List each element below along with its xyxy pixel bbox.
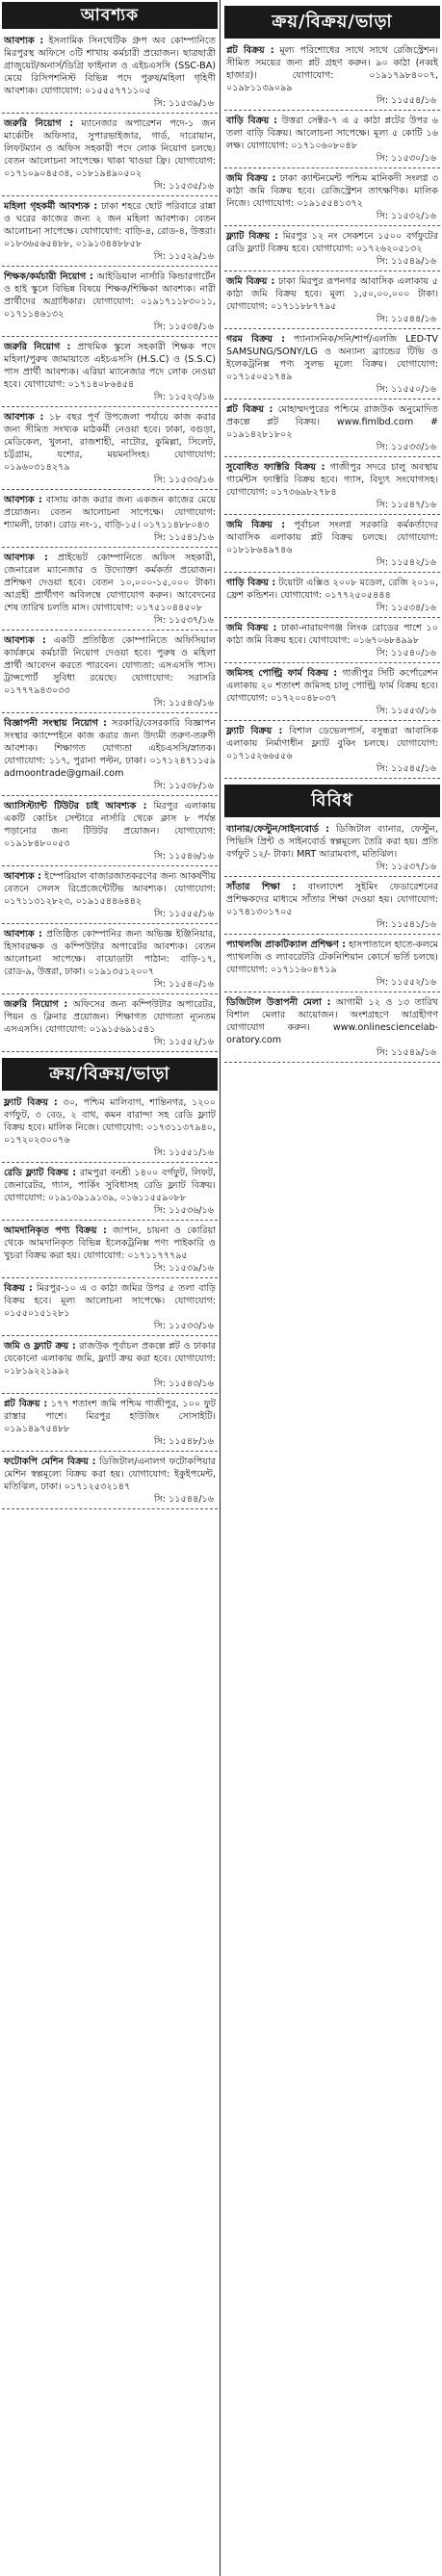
classified-ad [2,1095,218,1163]
ad-body: উত্তরা সেক্টর-৭ এ ৫ কাঠা প্লটের উপর ৬ তলা বাড়ি বিক্রয়। আলোচনা সাপেক্ষে। মূল্য ৫ কোটি ১৬ লক্ষ। যোগাযোগ: ০১৭১০৬০৮০৪৮ [226,116,438,151]
ad-text [224,42,440,95]
ad-body: ডিজিটাল/এনালগ ফটোকপিয়ার মেশিন স্বল্পমূল্যে বিক্রয় করা হয়। যোগাযোগ: ইকুইপমেন্ট, মতিঝিল, ঢাকা। ০১৭১২৫৩২১৪৭ [4,1456,216,1492]
ad-heading: জমি বিক্রয় : [226,276,275,287]
ad-body: পূর্বাচল সংলগ্ন সরকারি কর্মকর্তাদের আবাসিক এলাকায় প্লট বিক্রয় চলছে। যোগাযোগ: ০১৮১৮৬৪৯৭৪৬ [226,520,438,555]
ad-body: ৩০, পশ্চিম মালিবাগ, শান্তিনগর, ১২০০ বর্গফুট, ৩ বেড, ২ বাথ, কমন বারান্দা সহ রেডি ফ্ল্যাট বিক্রয় হবে। মালিক নিজে। যোগাযোগ: ০১৭৩১১৩৭৯৪০, ০১৭২০২৩০০৭৬ [4,1097,216,1146]
ad-body: প্রাইভেট কোম্পানিতে অফিস সহকারী, জেনারেল ম্যানেজার ও উদ্যোক্তা কর্মকর্তা প্রয়োজন। প্রশিক্ষণ দেওয়া হবে। বেতন ১০,০০০-১৫,০০০ টাকা। আগ্রহী প্রার্থীগণ অবিলম্বে যোগাযোগ করুন। আবেদনের শেষ তারিখ চলতি মাস। যোগাযোগ: ০১৭৫১০৪৪৫০৮ [4,553,216,613]
ad-text [2,996,218,1037]
classified-ad [2,632,218,713]
ad-reference-code: সি: ১১৫৪৬/১৬ [2,851,218,866]
ad-reference-code: সি: ১১৫৪৯/১৬ [224,256,440,271]
ad-heading: জরুরি নিয়োগ : [4,342,71,352]
ad-body: মোহাম্মদপুরের পশ্চিমে রাজউক অনুমোদিত প্রকল্পে প্লট বিক্রয়। www.fimlbd.com # ০১৯১৪২৮১৮০২ [226,404,438,440]
ad-body: গাজীপুর সিটি কর্পোরেশন এলাকায় ২০ শতাংশ জমিসহ চালু পোল্ট্রি ফার্ম বিক্রয় হবে। যোগাযোগ: ০১৭২০০৪৮০৩৭ [226,668,438,704]
ad-body: ঢাকা মিরপুর রূপনগর আবাসিক এলাকায় ৫ কাঠা জমি বিক্রয় হবে। মূল্য ১,৫০,০০,০০০ টাকা। যোগাযোগ: ০১৭১১৮৮৭৭৯৫ [226,276,438,312]
ad-heading: জরুরি নিয়োগ : [4,999,68,1010]
ad-reference-code: সি: ১১৫৪০/১৬ [2,979,218,994]
classified-ad [2,1396,218,1452]
ad-heading: আবশ্যক : [4,929,42,940]
ad-body: ম্যানেজার অপারেশন পদে-১ জন মার্কেটিং অফিসার, সুপারভাইজার, গার্ড, দারোয়ান, লিফটম্যান ও অফিস সহকারী পদে লোক নিয়োগ চলছে। বেতন আলোচনা সাপেক্ষে। থাকা খাওয়া ফ্রি। যোগাযোগ: ০১৭১০৯০৪৫৩৪, ০১৮১৯৪৯০৫০২ [4,118,216,179]
classified-ad [224,937,440,992]
ad-text [224,937,440,977]
classified-ad [2,116,218,196]
ad-text [224,228,440,256]
ad-text [2,926,218,979]
ad-body: আইডিয়াল নার্সারি কিন্ডারগার্টেন ও হাই স্কুলে বিভিন্ন বিষয়ে শিক্ষক/শিক্ষিকা আবশ্যক। নারী প্রার্থীদের অগ্রাধিকার। যোগাযোগ: ০১৯১৭১১৮৩০১১, ০১৭১১৪৬১৩২ [4,271,216,320]
ad-heading: জরুরি নিয়োগ : [4,118,74,129]
ad-text [2,269,218,322]
ad-heading: সাঁতার শিক্ষা : [226,882,297,892]
ad-body: হাসপাতালে হাতে-কলমে প্যাথলজি ও ল্যাবরেটরি টেকনিশিয়ান কোর্সে ভর্তি চলছে। যোগাযোগ: ০১৭১১৬০৪৭১৯ [226,940,438,975]
classified-ad [2,715,218,796]
ad-heading: ব্যানার/ফেস্টুন/সাইনবোর্ড : [226,824,329,835]
ad-body: প্রাথমিক স্কুলে সহকারী শিক্ষক পদে মহিলা/পুরুষ জামায়াতে এইচএসসি (H.S.C) ও (S.S.C) পাস প্রার্থী আবশ্যক। এরিয়া ম্যানেজার পদে লোক নেওয়া হবে। যোগাযোগ: ০১৭১৪০৮৬৪৫৪ [4,342,217,390]
ad-text [2,198,218,251]
classified-ad [2,198,218,267]
ad-heading: আবশ্যক : [4,635,46,646]
ad-body: একটি প্রতিষ্ঠিত কোম্পানিতে অফিসিয়াল কার্যক্রমে কর্মচারী নিয়োগ দেওয়া হবে। পুরুষ ও মহিলা প্রার্থী আবেদন করতে পারবেন। যোগ্যতা: এসএসসি পাস। ট্রান্সপোর্ট সুবিধা রয়েছে। যোগাযোগ: সরাসরি ০১৭৭৭৯৪৩০৩৩ [4,635,216,696]
classified-ad [2,492,218,548]
ad-text [2,1223,218,1263]
classified-ad [2,1165,218,1221]
ad-text [2,798,218,851]
ad-body: ইম্পেরিয়াল বাজারজাতকরণের জন্য আকর্ষণীয় বেতনে সেলস রিপ্রেজেন্টেটিভ আবশ্যক। যোগাযোগ: ০১৭১১৩১২৮২৩, ০১৯১৫৪৪৬৪৪২ [4,871,216,907]
section-header-misc: বিবিধ [224,785,440,817]
ad-body: ডিজিটাল ব্যানার, ফেস্টুন, পিভিসি প্রিন্ট ও সাইনবোর্ড স্বল্পমূল্যে তৈরি করা হয়। প্রতি বর্গফুট ১২/- টাকা। MRT আরামবাগ, মতিঝিল। [226,824,438,860]
ad-reference-code: সি: ১১৫৫২/১৬ [224,977,440,992]
ad-heading: শিক্ষক/কর্মচারী নিয়োগ : [4,271,94,282]
ad-reference-code: সি: ১১৫৪৩/১৬ [2,1378,218,1394]
ad-reference-code: সি: ১১৫৩৬/১৬ [2,1205,218,1221]
right-column [224,0,440,2576]
ad-heading: প্লট বিক্রয় : [226,45,274,56]
ad-text [2,1095,218,1147]
ad-reference-code: সি: ১১৫৩৩/১৬ [2,1321,218,1336]
ad-heading: আবশ্যক : [4,36,44,46]
ad-reference-code: সি: ১১৫৪৯/১৬ [224,1047,440,1063]
classified-ad [224,723,440,779]
ad-reference-code: সি: ১১৫৪৮/১৬ [2,1436,218,1452]
ad-reference-code: সি: ১১৫৩৯/১৬ [2,98,218,114]
ad-heading: বাড়ি বিক্রয় : [226,116,277,126]
ad-reference-code: সি: ১১৫৫৩/১৬ [224,706,440,721]
ad-body: টয়োটা এক্সিও ২০০৮ মডেল, রেজি ২০১০, ফ্রেশ কন্ডিশন। যোগাযোগ: ০১৭৭২৫০৫৪৪৪ [226,578,438,601]
ad-body: ইসলামিক সিনথেটিক গ্রুপ অব কোম্পানিতে মিরপুরস্থ অফিসে ৩টি শাখায় কর্মচারী প্রয়োজন। ছাত্রছাত্রী গ্রাজুয়েট/অনার্স/ডিগ্রি ফাইনাল ও এইচএসসি (SSC-BA) মেয়ে রিসিপশনিস্ট বিভিন্ন পদে পুরুষ/মহিলা গৃহিণী আবশ্যক। যোগাযোগ: ০১৫৫৫৭৭১১০৫ [4,36,216,96]
classified-ad [224,401,440,457]
classified-ad [224,170,440,226]
classified-ad [224,620,440,663]
ad-body: অফিসের জন্য কম্পিউটার অপারেটর, পিয়ন ও ক্লিনার প্রয়োজন। শিক্ষাগত যোগ্যতা ন্যূনতম এসএসসি। যোগাযোগ: ০১৯১৫৬৯১৫৪১ [4,999,216,1035]
column-divider [220,0,221,2576]
ad-heading: বিজ্ঞাপনী সংস্থায় নিয়োগ : [4,718,107,729]
classified-ad [2,269,218,337]
ad-body: মিরপুর এলাকায় একটি কোচিং সেন্টারে নার্সারি থেকে ক্লাস ৮ পর্যন্ত পড়ানোর জন্য টিউটর প্রয়োজন। যোগাযোগ: ০১৯১৮৪৮০০৫৩ [4,801,216,849]
ad-heading: প্লট বিক্রয় : [226,404,273,415]
ad-text [2,868,218,909]
ad-text [224,821,440,862]
ad-text [2,492,218,532]
ad-reference-code: সি: ১১৫৫১/১৬ [2,1147,218,1163]
ad-text [224,879,440,919]
left-column [2,0,218,2576]
classified-ad [224,517,440,573]
classified-ad [2,409,218,490]
classified-ad [2,1280,218,1336]
ad-body: ১৮ বছর পূর্ণ উপজেলা পর্যায়ে কাজ করার জন্য সীমিত সংখ্যক মাঠকর্মী নেওয়া হবে। ঢাকা, বগুড়া, মেডিকেল, খুলনা, রাজশাহী, নাটোর, কুমিল্লা, সিলেট, চট্টগ্রাম, যশোর, ময়মনসিংহ। যোগাযোগ: ০১৯৬০৩১৪২৭৯ [4,412,216,473]
ad-body: মিরপুর-১০ এ ৩ কাঠা জমির উপর ৫ তলা বাড়ি বিক্রয় হবে। মূল্য আলোচনা সাপেক্ষে। যোগাযোগ: ০১৫৫০১৫১২৮১ [4,1283,216,1319]
ad-text [224,459,440,500]
classified-ad [224,42,440,111]
ad-text [224,994,440,1047]
classified-ad [224,575,440,618]
ad-text [224,273,440,314]
ad-heading: আবশ্যক : [4,412,44,423]
ad-heading: আবশ্যক : [4,871,41,882]
ad-reference-code: সি: ১১৫৪১/১৬ [224,919,440,935]
section-header-buy-sell-rent: ক্রয়/বিক্রয়/ভাড়া [224,6,440,39]
buy-sell-ads-list [2,1095,218,1509]
ad-heading: প্যাথলজি প্রাকটিক্যাল প্রশিক্ষণ : [226,940,346,950]
classified-ad [2,996,218,1052]
classified-ad [224,459,440,515]
ad-heading: জমি ও ফ্ল্যাট ক্রয় : [4,1341,76,1352]
ad-reference-code: সি: ১১৫৫০/১৬ [224,384,440,399]
ad-text [224,620,440,648]
ad-text [224,665,440,706]
ad-reference-code: সি: ১১৫৪৫/১৬ [224,763,440,779]
ad-body: ঢাকা শহরে ছোট পরিবারে রান্না ও ঘরের কাজের জন্য ২ জন মহিলা আবশ্যক। বেতন আলোচনা সাপেক্ষে। যোগাযোগ: বাড়ি-৪, রোড-৪, উত্তরা। ০১৮৩৬৫৬৫৪৮৮, ০১৯১৩৪৪৮৮৫৮ [4,201,216,249]
classified-ad [224,331,440,399]
ad-body: বিশাল ডেভেলপার্স, বসুন্ধরা আবাসিক এলাকায় নির্মাণাধীন ফ্ল্যাট বুকিং চলছে। যোগাযোগ: ০১৭১৫২৬৬৫৫৬ [226,726,438,761]
ad-reference-code: সি: ১১৫৪১/১৬ [2,532,218,548]
ad-body: বাংলাদেশ সুইমিং ফেডারেশনের প্রশিক্ষকদের মাধ্যমে সাঁতার শিক্ষা দেওয়া হয়। যোগাযোগ: ০১৭৪১৩০১৭০৫ [226,882,439,917]
ad-body: মিরপুর ১২ নং সেকশনে ১৫০০ বর্গফুটের রেডি ফ্ল্যাট বিক্রয় হবে। যোগাযোগ: ০১৭২৬২০৫১৩২ [226,231,438,254]
ad-heading: ফটোকপি মেশিন বিক্রয় : [4,1456,96,1467]
ad-heading: আবশ্যক : [4,495,42,505]
ad-body: রাজউক পূর্বাচল প্রকল্পে প্লট ও ঢাকার যেকোনো এলাকায় জমি, ফ্ল্যাট ক্রয় করা হবে। যোগাযোগ: ০১৮১৯২২১৯৯২ [4,1341,216,1377]
ad-text [2,1338,218,1378]
misc-ads-list [224,821,440,1063]
ad-heading: আমদানিকৃত পণ্য বিক্রয় : [4,1225,107,1236]
section-header-wanted: আবশ্যক [2,2,218,29]
ad-heading: ডিজিটাল উত্তাপনী মেলা : [226,997,331,1008]
ad-heading: জমি বিক্রয় : [226,520,286,530]
ad-body: প্যানাসনিক/সনি/শার্প/এলজি LED-TV SAMSUNG/SONY/LG ও অন্যান্য ব্র্যান্ডের টিভি ও ইলেকট্রনিক্স পণ্য সুলভ মূল্যে বিক্রয়। যোগাযোগ: ০১৭১৫০৫১৭৪৯ [226,334,438,382]
ad-reference-code: সি: ১১৫৩৪/১৬ [2,322,218,337]
ad-heading: ফ্ল্যাট বিক্রয় : [226,231,278,242]
ad-reference-code: সি: ১১৫৪০/১৬ [224,648,440,663]
classified-ad [224,228,440,271]
ad-body: সরকারি/বেসরকারি বিজ্ঞাপন সংস্থার ক্যাম্পেইনে কাজ করার জন্য উদ্যমী তরুণ-তরুণী আবশ্যক। শিক্ষাগত যোগ্যতা এইচএসসি/স্নাতক। যোগাযোগ: ১১৭, পুরানা পল্টন, ঢাকা। ০১৭১২৪৭১১৫৯ admoontrade@gmail.com [4,718,216,779]
ad-heading: প্লট বিক্রয় : [4,1399,48,1409]
ad-heading: গাড়ি বিক্রয় : [226,578,276,588]
ad-heading: ফ্ল্যাট বিক্রয় : [4,1097,58,1108]
ad-text [224,575,440,603]
classified-ad [2,798,218,866]
ad-reference-code: সি: ১১৫৩০/১৬ [224,153,440,168]
ad-reference-code: সি: ১১৫৩৪/১৬ [224,603,440,618]
ad-text [224,331,440,384]
classified-ad [224,821,440,877]
ad-heading: জমি বিক্রয় : [226,623,277,633]
wanted-ads-list [2,33,218,1052]
ad-heading: বিক্রয় : [4,1283,33,1294]
classified-ad [2,926,218,994]
ad-text [2,715,218,781]
ad-reference-code: সি: ১১৫৪৪/১৬ [224,314,440,329]
classified-ad [2,1338,218,1394]
ad-heading: মহিলা গৃহকর্মী আবশ্যক : [4,201,98,212]
ad-reference-code: সি: ১১৫৩৮/১৬ [2,781,218,796]
ad-text [2,1454,218,1494]
ad-reference-code: সি: ১১৫৩৩/১৬ [224,442,440,457]
ad-text [2,550,218,615]
ad-body: প্রতিষ্ঠিত কোম্পানির জন্য অভিজ্ঞ ইঞ্জিনিয়ার, হিসাবরক্ষক ও কম্পিউটার অপারেটর আবশ্যক। বেতন আলোচনা সাপেক্ষে। বায়োডাটা পাঠান: বাড়ি-১৭, রোড-৯, উত্তরা, ঢাকা। ০১৯১৩৫১২০০৭ [4,929,216,977]
ad-body: আগামী ১২ ও ১৩ তারিখ বিশাল মেলার আয়োজন। অংশগ্রহণে আগ্রহীগণ যোগাযোগ করুন। www.onlinesciencelab-oratory.com [226,997,438,1045]
ad-heading: সুবোধিত ফ্যাক্টরি বিক্রয় : [226,462,325,473]
classified-ad [2,33,218,114]
ad-body: জাপান, চায়না ও কোরিয়া থেকে আমদানিকৃত বিভিন্ন ইলেকট্রনিক্স পণ্য পাইকারি ও খুচরা বিক্রয় করা হয়। যোগাযোগ: ০১৭১১৭৭৭৯৫ [4,1225,217,1261]
ad-reference-code: সি: ১১৫৩৭/১৬ [224,862,440,877]
ad-heading: রেডি ফ্ল্যাট বিক্রয় : [4,1168,77,1178]
ad-reference-code: সি: ১১৫৩২/১৬ [224,211,440,226]
ad-reference-code: সি: ১১৫৩৩/১৬ [2,475,218,490]
classified-ad [224,273,440,329]
ad-heading: জমিসহ পোল্ট্রি ফার্ম বিক্রয় : [226,668,338,679]
classified-ad [2,339,218,407]
ad-reference-code: সি: ১১৫৪২/১৬ [224,557,440,573]
ad-reference-code: সি: ১১৫২৯/১৬ [2,251,218,267]
classified-ad [224,113,440,168]
ad-reference-code: সি: ১১৫৫৪/১৬ [224,95,440,111]
ad-reference-code: সি: ১১৫৪৪/১৬ [2,1494,218,1509]
ad-text [224,723,440,763]
ad-reference-code: সি: ১১৫৪৭/১৬ [224,500,440,515]
ad-text [224,113,440,153]
ad-text [2,339,218,392]
ad-body: ঢাকা-নারায়ণগঞ্জ লিংক রোডের পাশে ১০ কাঠা জমি বিক্রয় হবে। যোগাযোগ: ০১৬৭০৬৮৪৯৯৮ [226,623,438,646]
ad-body: রামপুরা বনশ্রী ১৪০০ বর্গফুট, লিফট, জেনারেটর, গ্যাস, পার্কিং সুবিধাসহ রেডি ফ্ল্যাট বিক্রয়। যোগাযোগ: ০১৯১৩৯১৯১৩৯, ০১৬১১৫৫৯০৮৮ [4,1168,216,1203]
ad-reference-code: সি: ১১৫৩৯/১৬ [2,1263,218,1278]
ad-heading: অ্যাসিস্ট্যান্ট টিউটর চাই আবশ্যক : [4,801,147,811]
classified-ad [224,994,440,1063]
ad-body: গাজীপুর সদরে চালু অবস্থায় গার্মেন্টস ফ্যাক্টরি বিক্রয় হবে। গ্যাস, বিদ্যুৎ সংযোগসহ। যোগাযোগ: ০১৭৩৬৯৮২৭৮৪ [226,462,438,498]
ad-reference-code: সি: ১১৫৫২/১৬ [2,1037,218,1052]
ad-text [224,170,440,211]
ad-heading: আবশ্যক : [4,553,48,563]
ad-text [224,517,440,557]
ad-text [2,1280,218,1321]
ad-body: ১৭৭ শতাংশ জমি পশ্চিম গাজীপুর, ১০০ ফুট রাস্তার পাশে। মিরপুর হাউজিং সোসাইটি। ০১৯১৪৯৭৫৪৮৮ [4,1399,216,1434]
ad-text [2,33,218,98]
ad-reference-code: সি: ১১৫৩৫/১৬ [2,181,218,196]
section-header-buy-sell: ক্রয়/বিক্রয়/ভাড়া [2,1058,218,1091]
ad-body: বাসায় কাজ করার জন্য একজন কাজের মেয়ে প্রয়োজন। বেতন আলোচনা সাপেক্ষে। যোগাযোগ: শ্যামলী, ঢাকা। রোড নং-১, বাড়ি-১৫। ০১৭১১৪৮৮০৪৩ [4,495,216,530]
buy-sell-rent-ads-list [224,42,440,779]
ad-reference-code: সি: ১১৫৩৭/১৬ [2,615,218,631]
ad-text [2,1165,218,1205]
ad-heading: জমি বিক্রয় : [226,173,276,184]
ad-reference-code: সি: ১১৫২৩/১৬ [2,392,218,407]
ad-text [2,1396,218,1436]
classified-ad [224,879,440,935]
classified-ad [224,665,440,721]
ad-body: ঢাকা ক্যান্টনমেন্ট পশ্চিম মানিকদী সংলগ্ন ৩ কাঠা জমি বিক্রয় হবে। রেজিস্ট্রেশন তাৎক্ষণিক। মালিক নিজে। যোগাযোগ: ০১৯১৫৫৪১৩৭২ [226,173,438,209]
classified-ad [2,550,218,631]
ad-body: মূল্য পরিশোধের সাথে সাথে রেজিস্ট্রেশন। সীমিত সময়ের জন্য প্লট গ্রহণ করুন। ৯০ কাঠা (নব্বই হাজার)। যোগাযোগ: ০১৯১৭৯৮৪০০৭, ০১৯৮১১৩৯০৯৯ [226,45,438,93]
ad-text [2,632,218,698]
ad-heading: ফ্ল্যাট বিক্রয় : [226,726,283,736]
ad-reference-code: সি: ১১৫৫৫/১৬ [2,909,218,924]
ad-heading: গরম বিক্রয় : [226,334,285,345]
ad-text [2,409,218,475]
classified-ad [2,868,218,924]
ad-text [2,116,218,181]
classified-ad [2,1454,218,1509]
ad-reference-code: সি: ১১৫৪৩/১৬ [2,698,218,713]
classified-ad [2,1223,218,1278]
ad-text [224,401,440,442]
